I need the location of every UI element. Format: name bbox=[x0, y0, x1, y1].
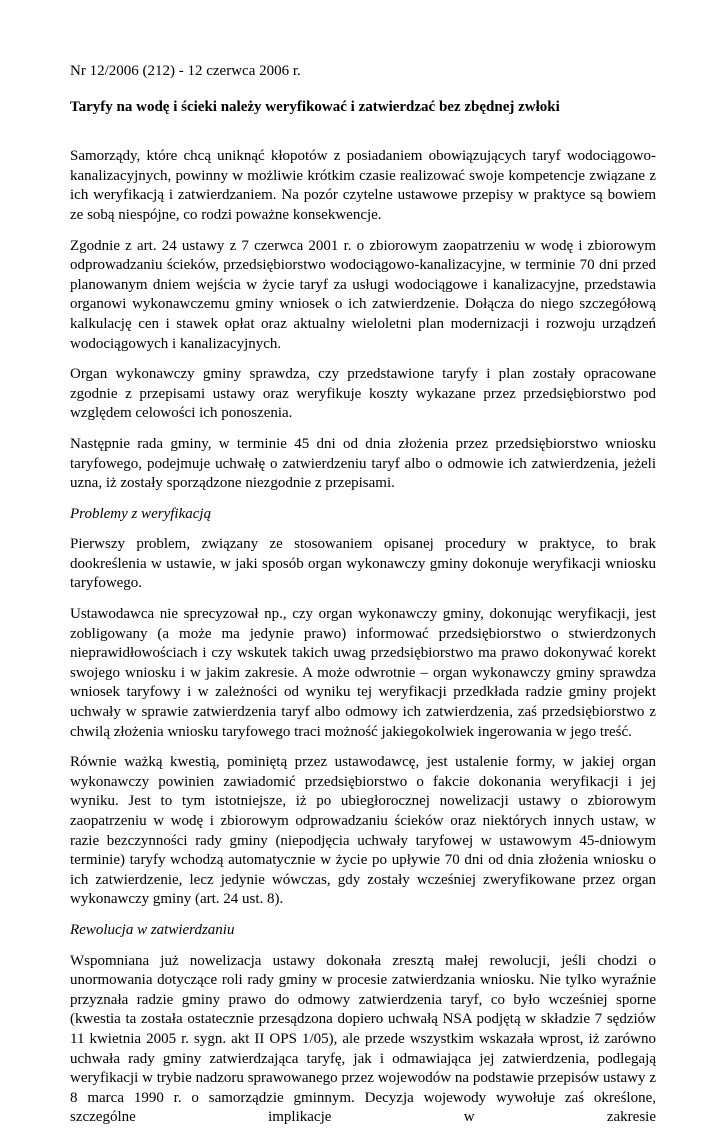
subheading-verification-problems: Problemy z weryfikacją bbox=[70, 505, 212, 522]
paragraph-notification-form: Równie ważką kwestią, pominiętą przez ustawodawcę, jest ustalenie formy, w jakiej organ wykonawczy powinien zawiadomić przedsiębiorstwo o fakcie dokonania weryfikacji i jej wyniku. Jest to tym istotniejsze, iż po ubiegłorocznej nowelizacji ustawy o zbiorowym zaopatrzeniu w wodę i zbiorowym odprowadzaniu ścieków oraz niektórych innych ustaw, w razie bezczynności rady gminy (niepodjęcia uchwały taryfowej w ustawowym 45-dniowym terminie) taryfy wchodzą automatycznie w życie po upływie 70 dni od dnia złożenia wniosku o ich zatwierdzenie, lecz jedynie wówczas, gdy zostały wcześniej zweryfikowane przez organ wykonawczy gminy (art. 24 ust. 8). bbox=[70, 754, 656, 908]
paragraph-organ-check: Organ wykonawczy gminy sprawdza, czy przedstawione taryfy i plan zostały opracowane zgodnie z przepisami ustawy oraz weryfikuje koszty wykazane przez przedsiębiorstwo pod względem celowości ich ponoszenia. bbox=[70, 366, 656, 422]
document-page bbox=[70, 62, 656, 1128]
paragraph-intro: Samorządy, które chcą uniknąć kłopotów z posiadaniem obowiązujących taryf wodociągowo-kanalizacyjnych, powinny w możliwie krótkim czasie realizować swoje kompetencje związane z ich weryfikacją i zatwierdzaniem. Na pozór czytelne ustawowe przepisy w praktyce są bowiem ze sobą niespójne, co rodzi poważne konsekwencje. bbox=[70, 148, 656, 223]
subheading-approval-revolution: Rewolucja w zatwierdzaniu bbox=[70, 921, 235, 938]
paragraph-art24: Zgodnie z art. 24 ustawy z 7 czerwca 2001 r. o zbiorowym zaopatrzeniu w wodę i zbiorowym odprowadzaniu ścieków, przedsiębiorstwo wodociągowo-kanalizacyjne, w terminie 70 dni przed planowanym dniem wejścia w życie taryf za usługi wodociągowe i kanalizacyjne, przedstawia organowi wykonawczemu gminy wniosek o ich zatwierdzenie. Dołącza do niego szczegółową kalkulację cen i stawek opłat oraz aktualny wieloletni plan modernizacji i rozwoju urządzeń wodociągowych i kanalizacyjnych. bbox=[70, 237, 656, 352]
paragraph-amendment: Wspomniana już nowelizacja ustawy dokonała zresztą małej rewolucji, jeśli chodzi o unormowania dotyczące roli rady gminy w procesie zatwierdzania wniosku. Nie tylko wyraźnie przyznała radzie gminy prawo do odmowy zatwierdzenia taryf, co było wcześniej sporne (kwestia ta została ostatecznie przesądzona dopiero uchwałą NSA podjętą w składzie 7 sędziów 11 kwietnia 2005 r. sygn. akt II OPS 1/05), ale przede wszystkim wskazała wprost, iż zarówno uchwała rady gminy zatwierdzająca taryfę, jak i odmawiająca jej zatwierdzenia, podlegają weryfikacji w trybie nadzoru sprawowanego przez wojewodów na podstawie przepisów ustawy z 8 marca 1990 r. o samorządzie gminnym. Decyzja wojewody wywołuje zaś określone, szczególne implikacje w zakresie bbox=[70, 952, 656, 1126]
article-title: Taryfy na wodę i ścieki należy weryfikować i zatwierdzać bez zbędnej zwłoki bbox=[70, 98, 560, 115]
paragraph-legislator-unclear: Ustawodawca nie sprecyzował np., czy organ wykonawczy gminy, dokonując weryfikacji, jest zobligowany (a może ma jedynie prawo) informować przedsiębiorstwo o stwierdzonych nieprawidłowościach i czy wskutek takich uwag przedsiębiorstwo ma prawo dokonywać korekt swojego wniosku i w jakim zakresie. A może odwrotnie – organ wykonawczy gminy sprawdza wniosek taryfowy i w zależności od wyniku tej weryfikacji przedkłada radzie gminy projekt uchwały w sprawie zatwierdzenia taryf albo odmowy ich zatwierdzenia, zaś przedsiębiorstwo z chwilą złożenia wniosku taryfowego traci możność jakiegokolwiek ingerowania w jego treść. bbox=[70, 606, 656, 740]
article-body bbox=[70, 147, 656, 1128]
paragraph-council-decision: Następnie rada gminy, w terminie 45 dni od dnia złożenia przez przedsiębiorstwo wniosku taryfowego, podejmuje uchwałę o zatwierdzeniu taryf albo o odmowie ich zatwierdzenia, jeżeli uzna, iż zostały sporządzone niezgodnie z przepisami. bbox=[70, 435, 656, 492]
issue-line: Nr 12/2006 (212) - 12 czerwca 2006 r. bbox=[70, 63, 301, 79]
paragraph-first-problem: Pierwszy problem, związany ze stosowaniem opisanej procedury w praktyce, to brak dookreślenia w ustawie, w jaki sposób organ wykonawczy gminy dokonuje weryfikacji wniosku taryfowego. bbox=[70, 536, 656, 592]
